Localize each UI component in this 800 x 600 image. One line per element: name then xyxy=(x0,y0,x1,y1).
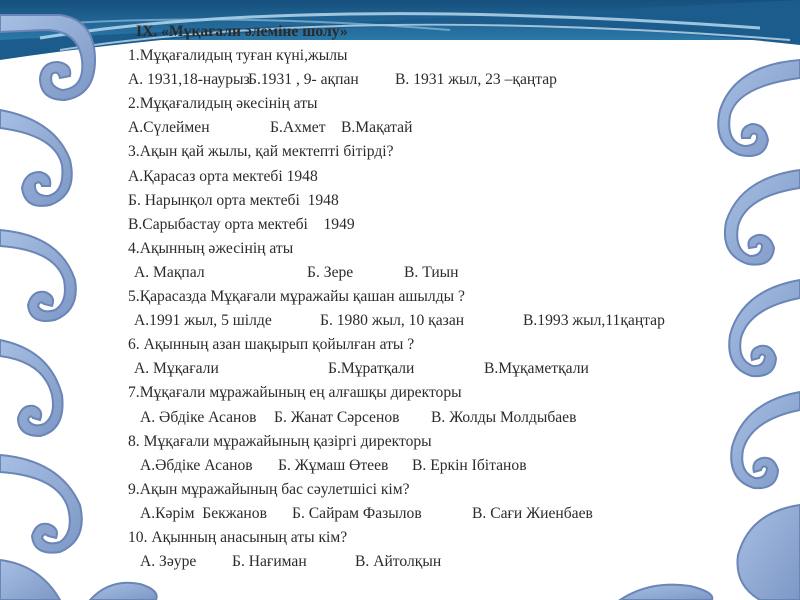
question-6: 6. Ақынның азан шақырып қойылған аты ? xyxy=(128,336,415,354)
option-10c: В. Айтолқын xyxy=(355,553,442,571)
option-4c: В. Тиын xyxy=(404,263,459,281)
option-2c: В.Мақатай xyxy=(341,119,413,137)
option-2a: А.Сүлеймен xyxy=(128,119,210,137)
options-6 xyxy=(128,357,768,381)
option-1b: Б.1931 , 9- ақпан xyxy=(248,71,359,89)
question-5: 5.Қарасазда Мұқағали мұражайы қашан ашылды ? xyxy=(128,288,465,306)
question-8: 8. Мұқағали мұражайының қазіргі директоры xyxy=(128,432,432,450)
question-4: 4.Ақынның әжесінің аты xyxy=(128,239,294,257)
option-7c: В. Жолды Молдыбаев xyxy=(431,408,577,426)
options-5 xyxy=(128,309,768,333)
option-3b: Б. Нарынқол орта мектебі 1948 xyxy=(128,191,339,209)
question-7: 7.Мұқағали мұражайының ең алғашқы директоры xyxy=(128,384,462,402)
option-8b: Б. Жұмаш Өтеев xyxy=(278,456,389,474)
left-ornament-border xyxy=(0,15,95,600)
option-6a: А. Мұқағали xyxy=(134,360,219,378)
option-8c: В. Еркін Ібітанов xyxy=(412,456,527,474)
options-8 xyxy=(128,454,768,478)
option-3a: А.Қарасаз орта мектебі 1948 xyxy=(128,167,318,185)
options-4 xyxy=(128,261,768,285)
quiz-content xyxy=(128,20,768,574)
options-1 xyxy=(128,68,768,92)
option-5c: В.1993 жыл,11қаңтар xyxy=(523,312,665,330)
option-8a: А.Әбдіке Асанов xyxy=(140,456,253,474)
option-6b: Б.Мұратқали xyxy=(328,360,415,378)
options-7 xyxy=(128,406,768,430)
options-10 xyxy=(128,550,768,574)
option-10b: Б. Нағиман xyxy=(232,553,307,571)
option-6c: В.Мұқаметқали xyxy=(484,360,589,378)
question-3: 3.Ақын қай жылы, қай мектепті бітірді? xyxy=(128,143,394,161)
options-9 xyxy=(128,502,768,526)
option-2b: Б.Ахмет xyxy=(270,119,326,137)
option-9a: А.Кәрім Бекжанов xyxy=(140,504,267,522)
option-7a: А. Әбдіке Асанов xyxy=(140,408,257,426)
option-3c: В.Сарыбастау орта мектебі 1949 xyxy=(128,215,355,233)
option-9b: Б. Сайрам Фазылов xyxy=(292,504,422,522)
option-5a: А.1991 жыл, 5 шілде xyxy=(134,312,272,330)
option-9c: В. Сағи Жиенбаев xyxy=(472,504,593,522)
bottom-ornament-border xyxy=(90,583,712,600)
quiz-title: IX. «Мұқағали әлеміне шолу» xyxy=(136,23,348,40)
option-7b: Б. Жанат Сәрсенов xyxy=(274,408,400,426)
option-5b: Б. 1980 жыл, 10 қазан xyxy=(320,312,465,330)
question-9: 9.Ақын мұражайының бас сәулетшісі кім? xyxy=(128,480,410,498)
option-1a: А. 1931,18-наурыз xyxy=(128,71,250,89)
option-10a: А. Зәуре xyxy=(140,553,197,571)
option-4a: А. Мақпал xyxy=(134,263,205,281)
options-2 xyxy=(128,116,768,140)
option-1c: В. 1931 жыл, 23 –қаңтар xyxy=(395,71,557,89)
option-4b: Б. Зере xyxy=(307,263,354,281)
question-1: 1.Мұқағалидың туған күні,жылы xyxy=(128,47,348,65)
question-2: 2.Мұқағалидың әкесінің аты xyxy=(128,95,318,113)
question-10: 10. Ақынның анасының аты кім? xyxy=(128,528,348,546)
